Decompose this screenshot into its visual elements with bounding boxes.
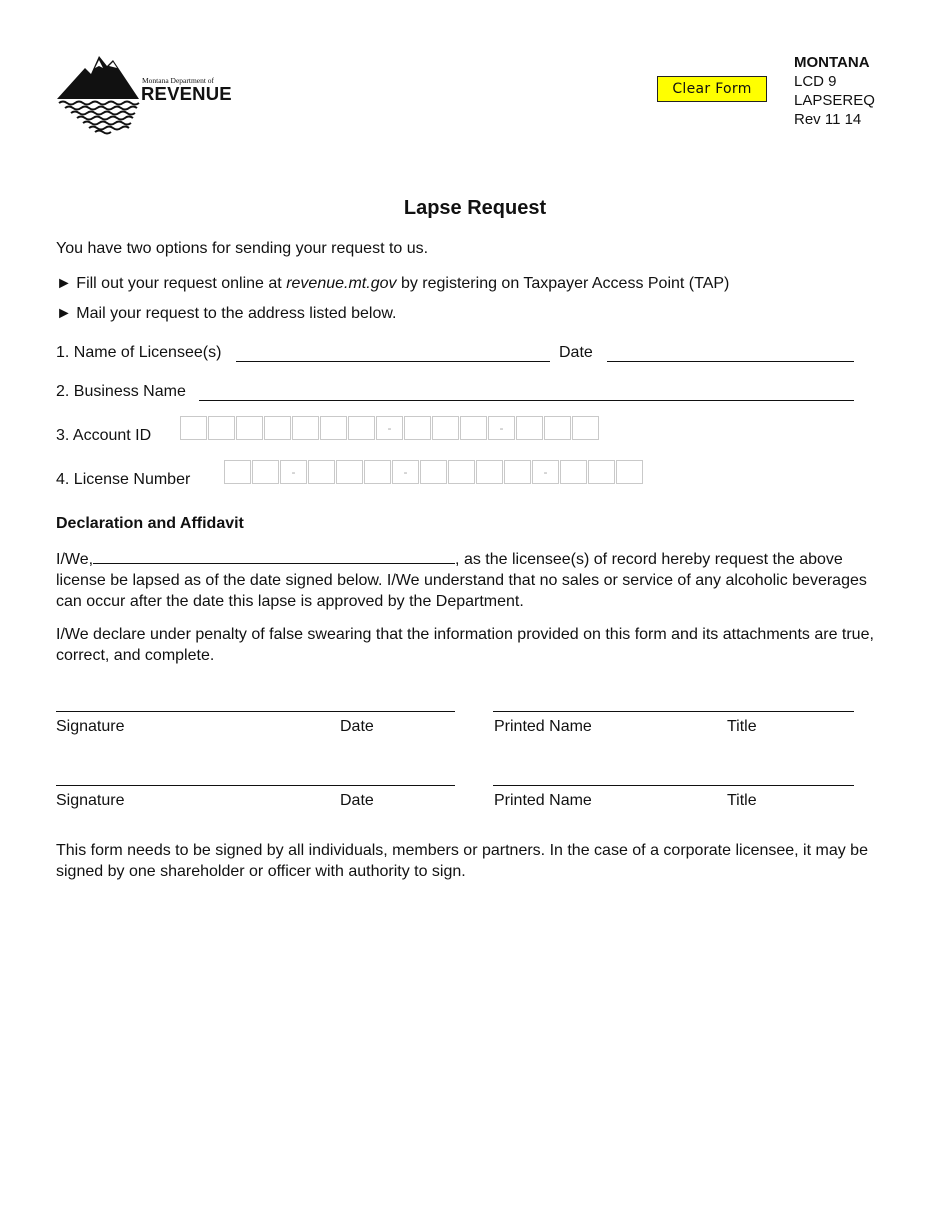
account-id-digit[interactable] (516, 416, 543, 440)
license-dash: - (280, 460, 307, 484)
license-digit[interactable] (420, 460, 447, 484)
option-online (56, 275, 729, 293)
declaration-text: , as the licensee(s) of record hereby request the above license be lapsed as of the date signed below. I/We understand that no sales or service of any alcoholic beverages can occur after the date this lapse is approved by the Department. (56, 551, 867, 610)
declaration-heading: Declaration and Affidavit (56, 515, 244, 532)
licensee-name-field[interactable] (236, 360, 550, 362)
license-dash: - (532, 460, 559, 484)
option-mail-text: Mail your request to the address listed below. (76, 305, 397, 322)
logo-department-text: Montana Department of (142, 76, 215, 85)
license-number-boxes[interactable] (224, 460, 644, 484)
account-id-digit[interactable] (404, 416, 431, 440)
account-id-digit[interactable] (292, 416, 319, 440)
date-label: Date (559, 344, 593, 361)
form-revision: Rev 11 14 (794, 111, 862, 128)
printed-name-label: Printed Name (494, 718, 592, 735)
title-label: Title (727, 792, 757, 809)
license-digit[interactable] (336, 460, 363, 484)
account-id-digit[interactable] (572, 416, 599, 440)
logo-revenue-text: REVENUE (141, 83, 232, 104)
revenue-logo (55, 54, 232, 136)
licensee-label: 1. Name of Licensee(s) (56, 344, 222, 361)
license-digit[interactable] (476, 460, 503, 484)
license-digit[interactable] (504, 460, 531, 484)
license-digit[interactable] (588, 460, 615, 484)
account-id-dash: - (488, 416, 515, 440)
license-digit[interactable] (560, 460, 587, 484)
arrow-icon: ► (56, 275, 72, 292)
signature-line-2[interactable] (56, 784, 455, 786)
signature-date-label: Date (340, 718, 374, 735)
license-digit[interactable] (252, 460, 279, 484)
false-swearing-paragraph: I/We declare under penalty of false swearing that the information provided on this form and its attachments are true, correct, and complete. (56, 626, 874, 664)
form-state: MONTANA (794, 54, 870, 71)
license-digit[interactable] (224, 460, 251, 484)
license-digit[interactable] (448, 460, 475, 484)
account-id-digit[interactable] (208, 416, 235, 440)
form-code: LCD 9 (794, 73, 837, 90)
option-online-after: by registering on Taxpayer Access Point (TAP) (400, 275, 730, 292)
clear-form-button[interactable]: Clear Form (657, 76, 767, 102)
printed-name-label: Printed Name (494, 792, 592, 809)
title-label: Title (727, 718, 757, 735)
form-id-block (794, 53, 875, 129)
iwe-name-field[interactable] (93, 549, 455, 564)
license-dash: - (392, 460, 419, 484)
option-mail (56, 305, 396, 323)
arrow-icon: ► (56, 305, 72, 322)
date-field[interactable] (607, 360, 854, 362)
account-id-digit[interactable] (348, 416, 375, 440)
account-id-digit[interactable] (460, 416, 487, 440)
business-name-label: 2. Business Name (56, 383, 186, 400)
signature-label: Signature (56, 718, 125, 735)
signature-line-1[interactable] (56, 710, 455, 712)
declaration-paragraph (56, 549, 896, 612)
license-digit[interactable] (616, 460, 643, 484)
signature-date-label: Date (340, 792, 374, 809)
form-name: LAPSEREQ (794, 92, 875, 109)
page-title: Lapse Request (403, 197, 547, 219)
account-id-label: 3. Account ID (56, 427, 152, 444)
option-online-before: Fill out your request online at (76, 275, 282, 292)
revenue-link[interactable]: revenue.mt.gov (286, 275, 397, 292)
account-id-digit[interactable] (180, 416, 207, 440)
business-name-field[interactable] (199, 399, 854, 401)
account-id-digit[interactable] (432, 416, 459, 440)
license-digit[interactable] (308, 460, 335, 484)
account-id-digit[interactable] (544, 416, 571, 440)
license-digit[interactable] (364, 460, 391, 484)
license-number-label: 4. License Number (56, 471, 191, 488)
printed-name-line-1[interactable] (493, 710, 854, 712)
iwe-label: I/We, (56, 551, 94, 568)
account-id-dash: - (376, 416, 403, 440)
printed-name-line-2[interactable] (493, 784, 854, 786)
account-id-digit[interactable] (320, 416, 347, 440)
account-id-boxes[interactable] (180, 416, 600, 440)
account-id-digit[interactable] (236, 416, 263, 440)
account-id-digit[interactable] (264, 416, 291, 440)
signature-label: Signature (56, 792, 125, 809)
footer-note: This form needs to be signed by all individuals, members or partners. In the case of a corporate licensee, it may be signed by one shareholder or officer with authority to sign. (56, 842, 868, 880)
intro-text: You have two options for sending your request to us. (56, 240, 429, 257)
